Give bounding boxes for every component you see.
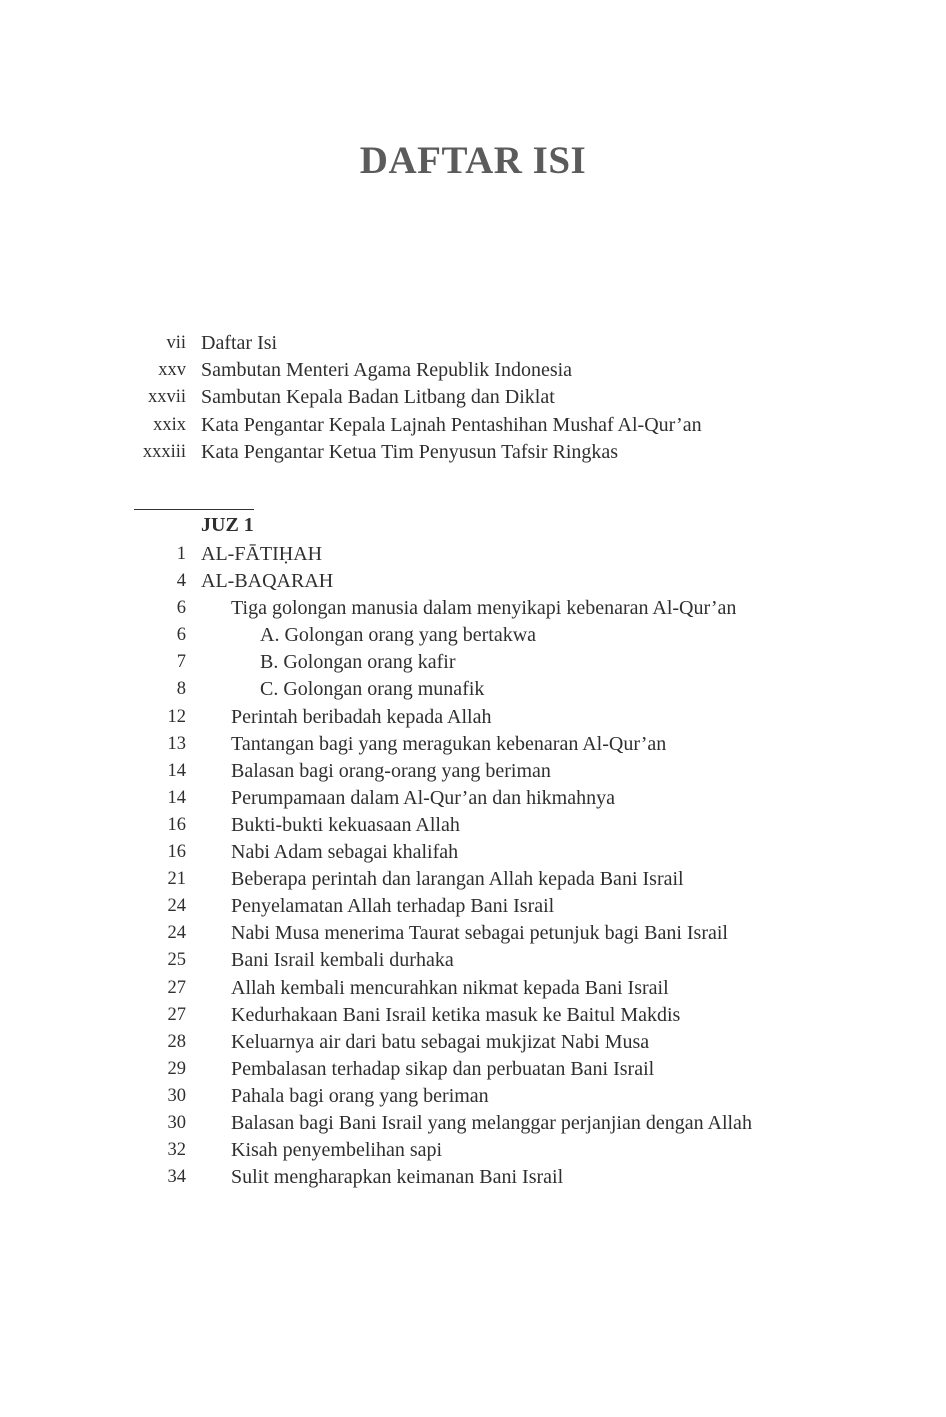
entry-title: Tiga golongan manusia dalam menyikapi kebenaran Al-Qur’an <box>231 597 737 620</box>
entry-title: Balasan bagi Bani Israil yang melanggar perjanjian dengan Allah <box>231 1111 752 1134</box>
toc-entry[interactable] <box>0 731 946 758</box>
entry-title: Kata Pengantar Kepala Lajnah Pentashihan Mushaf Al-Qur’an <box>201 413 702 436</box>
entry-title: Nabi Adam sebagai khalifah <box>231 841 459 864</box>
front-matter-item[interactable] <box>0 412 946 439</box>
entry-title: A. Golongan orang yang bertakwa <box>260 624 537 647</box>
page-number: 4 <box>176 571 186 592</box>
toc-entry[interactable] <box>0 1137 946 1164</box>
toc-entry[interactable] <box>0 1083 946 1110</box>
section-divider <box>134 509 254 510</box>
page-number: 28 <box>167 1031 186 1052</box>
toc-entry[interactable] <box>0 622 946 649</box>
page-number: 24 <box>167 896 186 917</box>
page-number: 16 <box>167 814 186 835</box>
page-number: 27 <box>167 977 186 998</box>
entry-title: C. Golongan orang munafik <box>260 678 485 701</box>
toc-entry[interactable] <box>0 893 946 920</box>
entry-title: Kisah penyembelihan sapi <box>231 1139 443 1162</box>
entry-title: Tantangan bagi yang meragukan kebenaran Al-Qur’an <box>231 732 667 755</box>
entry-title: Nabi Musa menerima Taurat sebagai petunjuk bagi Bani Israil <box>231 922 728 945</box>
page-number: 29 <box>167 1058 186 1079</box>
entry-title: Kata Pengantar Ketua Tim Penyusun Tafsir Ringkas <box>201 440 619 463</box>
toc-entry[interactable] <box>0 1029 946 1056</box>
front-matter-item[interactable] <box>0 439 946 466</box>
toc-entry[interactable] <box>0 758 946 785</box>
page-number: 30 <box>167 1112 186 1133</box>
entry-title: Perumpamaan dalam Al-Qur’an dan hikmahnya <box>231 786 615 809</box>
entry-title: AL-BAQARAH <box>201 570 334 593</box>
toc-entry[interactable] <box>0 1056 946 1083</box>
entry-title: Kedurhakaan Bani Israil ketika masuk ke Baitul Makdis <box>231 1003 681 1026</box>
toc-entry[interactable] <box>0 649 946 676</box>
entry-title: Pahala bagi orang yang beriman <box>231 1084 489 1107</box>
entry-title: Sambutan Menteri Agama Republik Indonesia <box>201 359 573 382</box>
entry-title: B. Golongan orang kafir <box>260 651 456 674</box>
page-number: 8 <box>176 679 186 700</box>
entry-title: Perintah beribadah kepada Allah <box>231 705 492 728</box>
page-number: 6 <box>176 625 186 646</box>
toc-entry[interactable] <box>0 595 946 622</box>
toc-entry[interactable] <box>0 947 946 974</box>
page-number: 14 <box>167 787 186 808</box>
front-matter-list <box>0 330 946 466</box>
entry-title: Sambutan Kepala Badan Litbang dan Diklat <box>201 386 555 409</box>
page-number: 7 <box>176 652 186 673</box>
page-number: 25 <box>167 950 186 971</box>
page-number: 34 <box>167 1167 186 1188</box>
page-number: xxix <box>153 414 186 435</box>
toc-entry[interactable] <box>0 1110 946 1137</box>
page-number: xxv <box>158 360 186 381</box>
page-number: 21 <box>167 869 186 890</box>
entry-title: Sulit mengharapkan keimanan Bani Israil <box>231 1166 564 1189</box>
toc-entry[interactable] <box>0 839 946 866</box>
front-matter-item[interactable] <box>0 357 946 384</box>
page-number: xxxiii <box>142 441 186 462</box>
page-number: 1 <box>176 544 186 564</box>
entry-title: Keluarnya air dari batu sebagai mukjizat Nabi Musa <box>231 1030 650 1053</box>
toc-entry[interactable] <box>0 866 946 893</box>
juz-heading: JUZ 1 <box>201 514 254 536</box>
page-number: 32 <box>167 1140 186 1161</box>
entry-title: Pembalasan terhadap sikap dan perbuatan Bani Israil <box>231 1057 655 1080</box>
page-number: xxvii <box>147 387 186 408</box>
page-number: 12 <box>167 706 186 727</box>
entry-title: Daftar Isi <box>201 332 278 354</box>
page-number: 30 <box>167 1085 186 1106</box>
toc-surah-entry[interactable] <box>0 541 946 568</box>
toc-list <box>0 541 946 1191</box>
page-number: 16 <box>167 842 186 863</box>
page-number: vii <box>166 333 186 353</box>
entry-title: Allah kembali mencurahkan nikmat kepada Bani Israil <box>231 976 669 999</box>
page-number: 6 <box>176 598 186 619</box>
front-matter-item[interactable] <box>0 384 946 411</box>
toc-entry[interactable] <box>0 676 946 703</box>
page-title: DAFTAR ISI <box>359 139 587 182</box>
entry-title: Balasan bagi orang-orang yang beriman <box>231 759 551 782</box>
entry-title: AL-FĀTIḤAH <box>201 543 323 565</box>
entry-title: Bani Israil kembali durhaka <box>231 949 454 972</box>
toc-entry[interactable] <box>0 975 946 1002</box>
toc-entry[interactable] <box>0 812 946 839</box>
toc-surah-entry[interactable] <box>0 568 946 595</box>
page-number: 27 <box>167 1004 186 1025</box>
toc-entry[interactable] <box>0 785 946 812</box>
front-matter-item[interactable] <box>0 330 946 357</box>
toc-entry[interactable] <box>0 920 946 947</box>
entry-title: Bukti-bukti kekuasaan Allah <box>231 813 460 836</box>
page-number: 24 <box>167 923 186 944</box>
toc-entry[interactable] <box>0 1002 946 1029</box>
toc-entry[interactable] <box>0 1164 946 1191</box>
entry-title: Beberapa perintah dan larangan Allah kepada Bani Israil <box>231 868 684 891</box>
toc-entry[interactable] <box>0 704 946 731</box>
page-number: 14 <box>167 760 186 781</box>
page-number: 13 <box>167 733 186 754</box>
entry-title: Penyelamatan Allah terhadap Bani Israil <box>231 895 555 918</box>
